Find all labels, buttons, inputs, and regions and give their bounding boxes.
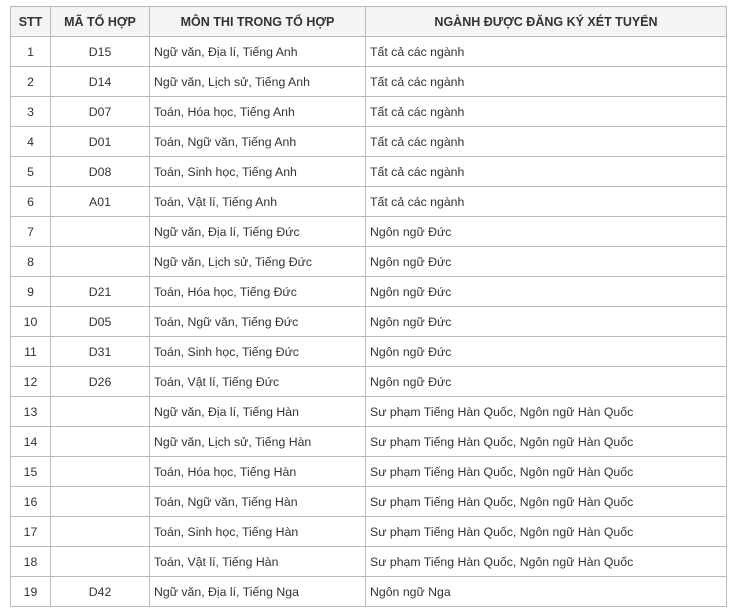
cell-majors: Tất cả các ngành [366, 187, 727, 217]
cell-combination-code [51, 247, 150, 277]
table-row [11, 457, 727, 487]
cell-combination-code: D05 [51, 307, 150, 337]
cell-majors: Ngôn ngữ Đức [366, 307, 727, 337]
cell-combination-code [51, 397, 150, 427]
table-row [11, 247, 727, 277]
cell-majors: Sư phạm Tiếng Hàn Quốc, Ngôn ngữ Hàn Quốc [366, 457, 727, 487]
cell-combination-code: D26 [51, 367, 150, 397]
cell-combination-code [51, 547, 150, 577]
cell-stt: 17 [11, 517, 51, 547]
cell-subjects: Toán, Ngữ văn, Tiếng Hàn [150, 487, 366, 517]
cell-subjects: Toán, Hóa học, Tiếng Đức [150, 277, 366, 307]
cell-majors: Tất cả các ngành [366, 157, 727, 187]
cell-stt: 6 [11, 187, 51, 217]
cell-subjects: Toán, Sinh học, Tiếng Đức [150, 337, 366, 367]
cell-stt: 1 [11, 37, 51, 67]
cell-subjects: Toán, Vật lí, Tiếng Anh [150, 187, 366, 217]
cell-combination-code: D42 [51, 577, 150, 607]
cell-combination-code [51, 487, 150, 517]
cell-combination-code: D08 [51, 157, 150, 187]
cell-majors: Ngôn ngữ Đức [366, 217, 727, 247]
cell-stt: 7 [11, 217, 51, 247]
cell-stt: 12 [11, 367, 51, 397]
header-subjects: MÔN THI TRONG TỔ HỢP [150, 7, 366, 37]
cell-majors: Sư phạm Tiếng Hàn Quốc, Ngôn ngữ Hàn Quốc [366, 517, 727, 547]
cell-stt: 8 [11, 247, 51, 277]
cell-subjects: Ngữ văn, Địa lí, Tiếng Anh [150, 37, 366, 67]
cell-subjects: Ngữ văn, Lịch sử, Tiếng Đức [150, 247, 366, 277]
cell-stt: 9 [11, 277, 51, 307]
cell-majors: Sư phạm Tiếng Hàn Quốc, Ngôn ngữ Hàn Quốc [366, 547, 727, 577]
table-row [11, 517, 727, 547]
cell-stt: 11 [11, 337, 51, 367]
table-row [11, 367, 727, 397]
cell-stt: 16 [11, 487, 51, 517]
cell-stt: 3 [11, 97, 51, 127]
cell-combination-code: D31 [51, 337, 150, 367]
table-row [11, 307, 727, 337]
table-row [11, 487, 727, 517]
table-body [11, 37, 727, 607]
cell-majors: Ngôn ngữ Đức [366, 337, 727, 367]
cell-subjects: Ngữ văn, Địa lí, Tiếng Đức [150, 217, 366, 247]
cell-majors: Sư phạm Tiếng Hàn Quốc, Ngôn ngữ Hàn Quốc [366, 397, 727, 427]
table-row [11, 37, 727, 67]
table-row [11, 187, 727, 217]
cell-majors: Tất cả các ngành [366, 97, 727, 127]
table-row [11, 547, 727, 577]
cell-subjects: Ngữ văn, Địa lí, Tiếng Hàn [150, 397, 366, 427]
cell-stt: 13 [11, 397, 51, 427]
cell-subjects: Toán, Hóa học, Tiếng Anh [150, 97, 366, 127]
cell-subjects: Toán, Sinh học, Tiếng Anh [150, 157, 366, 187]
cell-stt: 18 [11, 547, 51, 577]
table-row [11, 337, 727, 367]
cell-majors: Tất cả các ngành [366, 127, 727, 157]
table-row [11, 217, 727, 247]
cell-stt: 14 [11, 427, 51, 457]
cell-combination-code: D21 [51, 277, 150, 307]
cell-combination-code: D07 [51, 97, 150, 127]
cell-combination-code: A01 [51, 187, 150, 217]
header-majors: NGÀNH ĐƯỢC ĐĂNG KÝ XÉT TUYỂN [366, 7, 727, 37]
cell-subjects: Toán, Ngữ văn, Tiếng Anh [150, 127, 366, 157]
cell-subjects: Toán, Sinh học, Tiếng Hàn [150, 517, 366, 547]
cell-combination-code [51, 457, 150, 487]
cell-combination-code [51, 427, 150, 457]
cell-subjects: Toán, Vật lí, Tiếng Hàn [150, 547, 366, 577]
cell-combination-code [51, 517, 150, 547]
table-row [11, 577, 727, 607]
header-row [11, 7, 727, 37]
table-row [11, 277, 727, 307]
header-combination-code: MÃ TỔ HỢP [51, 7, 150, 37]
cell-combination-code: D01 [51, 127, 150, 157]
cell-stt: 10 [11, 307, 51, 337]
table-row [11, 157, 727, 187]
cell-majors: Ngôn ngữ Đức [366, 277, 727, 307]
table-row [11, 427, 727, 457]
table-row [11, 127, 727, 157]
admission-combination-table [10, 6, 727, 607]
cell-majors: Ngôn ngữ Đức [366, 367, 727, 397]
cell-subjects: Ngữ văn, Lịch sử, Tiếng Anh [150, 67, 366, 97]
cell-stt: 2 [11, 67, 51, 97]
cell-stt: 4 [11, 127, 51, 157]
header-stt: STT [11, 7, 51, 37]
table-row [11, 97, 727, 127]
table-row [11, 67, 727, 97]
cell-majors: Sư phạm Tiếng Hàn Quốc, Ngôn ngữ Hàn Quốc [366, 427, 727, 457]
cell-majors: Ngôn ngữ Đức [366, 247, 727, 277]
table-row [11, 397, 727, 427]
admission-combination-table-container [10, 6, 726, 607]
cell-subjects: Ngữ văn, Địa lí, Tiếng Nga [150, 577, 366, 607]
cell-majors: Ngôn ngữ Nga [366, 577, 727, 607]
cell-stt: 5 [11, 157, 51, 187]
cell-combination-code: D15 [51, 37, 150, 67]
cell-stt: 19 [11, 577, 51, 607]
cell-subjects: Toán, Ngữ văn, Tiếng Đức [150, 307, 366, 337]
table-header [11, 7, 727, 37]
cell-majors: Sư phạm Tiếng Hàn Quốc, Ngôn ngữ Hàn Quốc [366, 487, 727, 517]
cell-majors: Tất cả các ngành [366, 67, 727, 97]
cell-subjects: Toán, Hóa học, Tiếng Hàn [150, 457, 366, 487]
cell-subjects: Ngữ văn, Lịch sử, Tiếng Hàn [150, 427, 366, 457]
cell-majors: Tất cả các ngành [366, 37, 727, 67]
cell-combination-code [51, 217, 150, 247]
cell-subjects: Toán, Vật lí, Tiếng Đức [150, 367, 366, 397]
cell-stt: 15 [11, 457, 51, 487]
cell-combination-code: D14 [51, 67, 150, 97]
